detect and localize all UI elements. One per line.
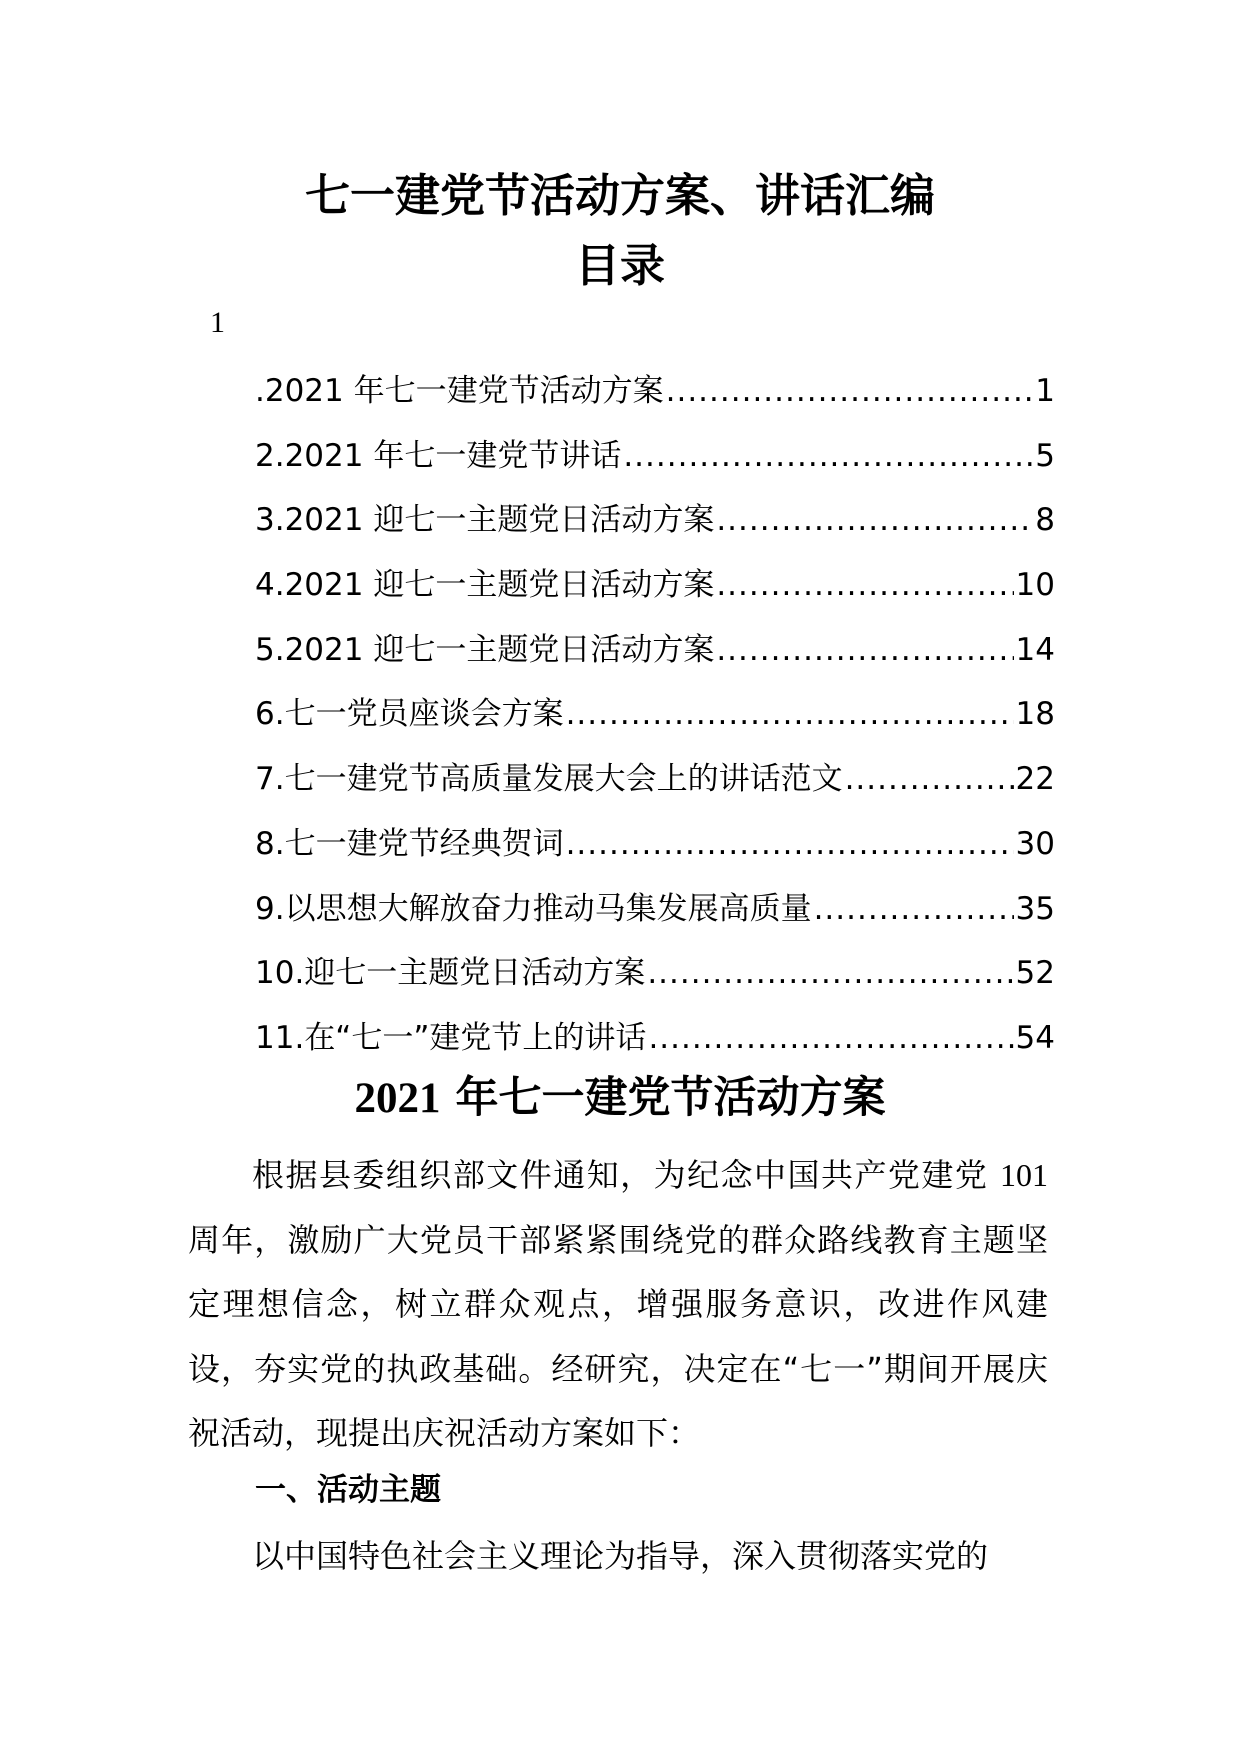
toc-entry-number: 11. xyxy=(255,1019,305,1056)
toc-dot-leader xyxy=(647,955,1013,991)
toc-dot-leader xyxy=(716,502,1033,538)
toc-entry[interactable] xyxy=(255,365,1055,430)
toc-dot-leader xyxy=(716,632,1013,668)
toc-entry-title: 2021 迎七一主题党日活动方案 xyxy=(284,502,715,539)
subheading: 一、活动主题 xyxy=(255,1472,441,1508)
toc-entry-number: 2. xyxy=(255,437,285,474)
toc-dot-leader xyxy=(566,826,1014,862)
toc-entry-number: 6. xyxy=(255,696,285,733)
toc-dot-leader xyxy=(623,438,1033,474)
toc-dot-leader xyxy=(716,567,1013,603)
toc-entry-page: 8 xyxy=(1035,502,1055,539)
toc-entry[interactable] xyxy=(255,947,1055,1012)
paragraph-text: 根据县委组织部文件通知，为纪念中国共产党建党 xyxy=(252,1156,1000,1194)
body-paragraph xyxy=(188,1143,1048,1466)
toc-entry[interactable] xyxy=(255,624,1055,689)
toc-entry-number: 5. xyxy=(255,631,285,668)
paragraph-text: 周年，激励广大党员干部紧紧围绕党的群众路线教育主题坚定理想信念，树立群众观点，增强服务意识，改进作风建设，夯实党的执政基础。经研究，决定在“七一”期间开展庆祝活动，现提出庆祝活动方案如下： xyxy=(188,1220,1048,1452)
toc-entry-title: 2021 年七一建党节活动方案 xyxy=(264,373,664,409)
toc-entry-number: 8. xyxy=(255,825,285,862)
toc-entry-title: 2021 迎七一主题党日活动方案 xyxy=(284,631,715,668)
toc-dot-leader xyxy=(666,373,1034,409)
section-title xyxy=(0,1068,1240,1129)
toc-entry[interactable] xyxy=(255,818,1055,883)
toc-entry-number: . xyxy=(255,373,265,409)
toc-dot-leader xyxy=(566,696,1014,732)
toc-entry-title: 七一党员座谈会方案 xyxy=(284,696,564,733)
toc-entry[interactable] xyxy=(255,1012,1055,1077)
toc-entry-page: 18 xyxy=(1015,696,1055,733)
toc-entry[interactable] xyxy=(255,753,1055,818)
toc-entry-page: 30 xyxy=(1015,825,1055,862)
toc-entry-title: 以思想大解放奋力推动马集发展高质量 xyxy=(284,890,812,927)
toc-entry-page: 52 xyxy=(1015,955,1055,992)
toc-entry-page: 5 xyxy=(1035,437,1055,474)
toc-entry-page: 10 xyxy=(1015,567,1055,604)
section-title-text: 年七一建党节活动方案 xyxy=(440,1073,886,1123)
toc-entry[interactable] xyxy=(255,688,1055,753)
toc-entry-number: 9. xyxy=(255,890,285,927)
toc-entry-title: 七一建党节经典贺词 xyxy=(284,825,564,862)
toc-heading: 目录 xyxy=(574,239,665,292)
toc-entry-page: 1 xyxy=(1035,373,1055,409)
toc-entry-page: 54 xyxy=(1015,1019,1055,1056)
toc-entry[interactable] xyxy=(255,430,1055,495)
body-paragraph: 以中国特色社会主义理论为指导，深入贯彻落实党的 xyxy=(252,1537,989,1575)
toc-entry-page: 35 xyxy=(1015,890,1055,927)
toc-entry-number: 10. xyxy=(255,955,305,992)
toc-entry[interactable] xyxy=(255,883,1055,948)
toc-entry-number: 3. xyxy=(255,502,285,539)
toc-entry-page: 14 xyxy=(1015,631,1055,668)
toc-entry-title: 2021 年七一建党节讲话 xyxy=(284,437,622,474)
toc-entry-page: 22 xyxy=(1015,761,1055,798)
toc-entry-title: 迎七一主题党日活动方案 xyxy=(304,955,646,992)
toc-entry-title: 七一建党节高质量发展大会上的讲话范文 xyxy=(284,761,843,798)
toc-entry[interactable] xyxy=(255,559,1055,624)
stray-number: 1 xyxy=(210,306,225,339)
table-of-contents xyxy=(255,365,1055,1077)
document-title: 七一建党节活动方案、讲话汇编 xyxy=(304,169,935,222)
toc-entry-number: 7. xyxy=(255,761,285,798)
toc-dot-leader xyxy=(814,891,1014,927)
paragraph-number: 101 xyxy=(1000,1157,1048,1193)
section-title-year: 2021 xyxy=(354,1075,441,1122)
toc-entry-title: 在“七一”建党节上的讲话 xyxy=(304,1019,647,1056)
toc-dot-leader xyxy=(845,761,1014,797)
toc-entry-number: 4. xyxy=(255,567,285,604)
toc-entry-title: 2021 迎七一主题党日活动方案 xyxy=(284,567,715,604)
toc-entry[interactable] xyxy=(255,494,1055,559)
toc-dot-leader xyxy=(648,1020,1013,1056)
